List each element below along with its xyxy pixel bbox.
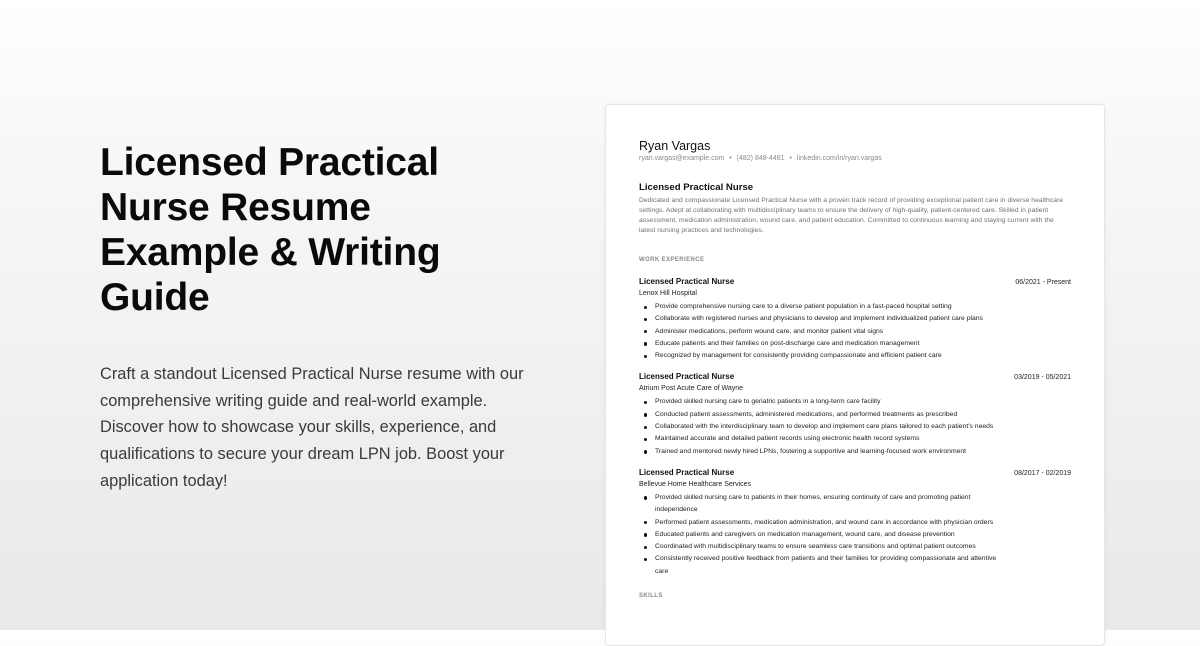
job-bullet-list — [639, 396, 1071, 457]
contact-separator: • — [729, 155, 732, 162]
page-headline: Licensed Practical Nurse Resume Example & Writing Guide — [100, 141, 441, 319]
job-bullet: Provide comprehensive nursing care to a diverse patient population in a fast-paced hospital setting — [639, 301, 1071, 313]
resume-linkedin: linkedin.com/in/ryan.vargas — [796, 155, 882, 162]
job-title: Licensed Practical Nurse — [639, 467, 735, 477]
job-bullet: Educated patients and caregivers on medication management, wound care, and disease prevention — [639, 529, 1071, 541]
contact-separator: • — [789, 155, 792, 162]
job-entry — [639, 467, 1071, 578]
job-header — [639, 276, 1071, 288]
job-company: Lenox Hill Hospital — [639, 290, 697, 297]
resume-email: ryan.vargas@example.com — [639, 155, 725, 162]
job-bullet: Maintained accurate and detailed patient records using electronic health record systems — [639, 433, 1071, 445]
job-bullet: Coordinated with multidisciplinary teams to ensure seamless care transitions and optimal patient outcomes — [639, 541, 1071, 553]
job-title: Licensed Practical Nurse — [639, 277, 735, 286]
job-bullet-list — [639, 301, 1071, 362]
job-bullet: Recognized by management for consistently providing compassionate and efficient patient care — [639, 350, 1071, 362]
job-bullet: Performed patient assessments, medication administration, and wound care in accordance with physician orders — [639, 517, 1071, 529]
job-bullet-list — [639, 492, 1071, 578]
job-bullet: Provided skilled nursing care to geriatric patients in a long-term care facility — [639, 396, 1071, 408]
job-entry — [639, 371, 1071, 457]
job-header — [639, 371, 1071, 383]
resume-contact-line — [639, 154, 1071, 164]
job-bullet: Collaborate with registered nurses and physicians to develop and implement individualized patient care plans — [639, 313, 1071, 325]
job-entry — [639, 276, 1071, 362]
resume-summary: Dedicated and compassionate Licensed Practical Nurse with a proven track record of providing exceptional patient care in diverse healthcare settings. Adept at collaborating with multidisciplinary teams to ensure the delivery of high-quality, patient-centered care. Skilled in patient assessment, medication administration, wound care, and patient education. Committed to continuous learning and staying current with the latest nursing practices and technologies. — [639, 197, 1064, 234]
job-bullet: Administer medications, perform wound care, and monitor patient vital signs — [639, 326, 1071, 338]
job-bullet: Provided skilled nursing care to patients in their homes, ensuring continuity of care and promoting patient independence — [639, 492, 1071, 517]
resume-preview — [605, 104, 1105, 646]
work-experience-heading: WORK EXPERIENCE — [639, 257, 705, 263]
job-bullet: Collaborated with the interdisciplinary team to develop and implement care plans tailored to each patient's needs — [639, 421, 1071, 433]
job-header — [639, 467, 1071, 479]
job-company: Atrium Post Acute Care of Wayne — [639, 385, 744, 393]
job-dates: 06/2021 - Present — [1015, 279, 1071, 286]
job-dates: 08/2017 - 02/2019 — [1014, 469, 1071, 477]
intro-paragraph: Craft a standout Licensed Practical Nurse resume with our comprehensive writing guide and real-world example. Discover how to showcase your skills, experience, and qualifications to secure your dream LPN job. Boost your application today! — [100, 365, 524, 490]
job-bullet: Trained and mentored newly hired LPNs, fostering a supportive and learning-focused work environment — [639, 446, 1071, 458]
resume-content — [639, 138, 1071, 601]
job-bullet: Educate patients and their families on post-discharge care and medication management — [639, 338, 1071, 350]
job-title: Licensed Practical Nurse — [639, 372, 735, 382]
resume-name: Ryan Vargas — [639, 139, 711, 153]
job-list — [639, 276, 1071, 578]
job-dates: 03/2019 - 05/2021 — [1014, 374, 1071, 382]
skills-heading: SKILLS — [639, 593, 663, 600]
resume-title: Licensed Practical Nurse — [639, 182, 754, 193]
resume-phone: (482) 848-4481 — [736, 155, 785, 162]
job-bullet: Conducted patient assessments, administered medications, and performed treatments as prescribed — [639, 409, 1071, 421]
job-bullet: Consistently received positive feedback from patients and their families for providing compassionate and attentive care — [639, 553, 1071, 578]
job-company: Bellevue Home Healthcare Services — [639, 480, 752, 488]
